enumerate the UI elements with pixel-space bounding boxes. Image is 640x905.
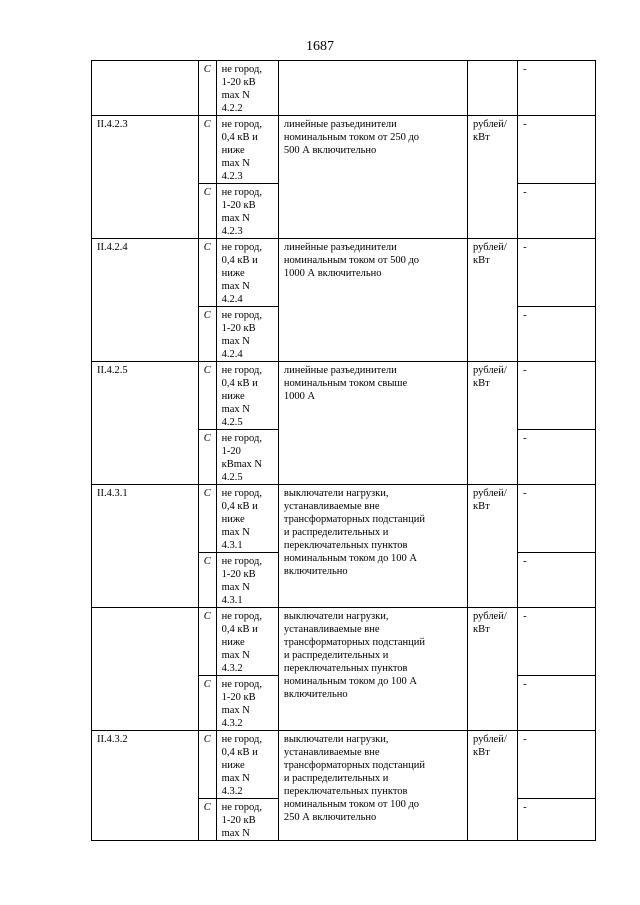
level-line: ниже [221, 514, 245, 525]
row-letter: С [198, 430, 216, 485]
unit-cell [468, 61, 518, 116]
row-letter: С [198, 731, 216, 799]
value-cell: - [518, 553, 596, 608]
row-letter: С [198, 799, 216, 841]
level-line: 4.3.2 [221, 663, 243, 674]
level-line: 4.3.2 [221, 786, 243, 797]
description-line: включительно [283, 689, 348, 700]
table-row [92, 61, 596, 116]
level-line: ниже [221, 391, 245, 402]
voltage-level [216, 307, 278, 362]
description-line: номинальным током от 250 до [283, 132, 420, 143]
unit-line: рублей/ [473, 611, 507, 622]
level-line: не город, [221, 734, 262, 745]
description-line: включительно [283, 566, 348, 577]
value-cell: - [518, 307, 596, 362]
unit-cell [468, 116, 518, 239]
value-cell: - [518, 731, 596, 799]
level-line: ниже [221, 268, 245, 279]
page-number: 1687 [306, 39, 334, 54]
level-line: max N [221, 527, 250, 538]
description-line: 1000 А включительно [283, 268, 382, 279]
unit-cell [468, 485, 518, 608]
level-line: 4.2.2 [221, 103, 243, 114]
level-line: 4.2.3 [221, 226, 243, 237]
value-cell: - [518, 239, 596, 307]
description-line: переключательных пунктов [283, 663, 408, 674]
level-line: 1-20 кВ [221, 815, 256, 826]
unit-line: кВт [473, 132, 490, 143]
unit-line: рублей/ [473, 488, 507, 499]
value-cell: - [518, 184, 596, 239]
description-cell [278, 61, 467, 116]
level-line: не город, [221, 365, 262, 376]
level-line: 4.3.1 [221, 540, 243, 551]
description-line: номинальным током от 500 до [283, 255, 420, 266]
level-line: max N [221, 213, 250, 224]
description-line: 500 А включительно [283, 145, 377, 156]
table-row [92, 608, 596, 676]
voltage-level [216, 184, 278, 239]
voltage-level [216, 731, 278, 799]
level-line: 4.2.5 [221, 417, 243, 428]
unit-cell [468, 239, 518, 362]
row-letter: С [198, 553, 216, 608]
voltage-level [216, 362, 278, 430]
level-line: 0,4 кВ и [221, 378, 258, 389]
level-line: max N [221, 828, 250, 839]
row-code [92, 608, 199, 731]
row-code: II.4.3.2 [92, 731, 199, 841]
level-line: не город, [221, 64, 262, 75]
level-line: max N [221, 281, 250, 292]
level-line: не город, [221, 679, 262, 690]
level-line: 1-20 кВ [221, 692, 256, 703]
table-row [92, 731, 596, 799]
row-letter: С [198, 116, 216, 184]
row-letter: С [198, 676, 216, 731]
row-code: II.4.2.3 [92, 116, 199, 239]
level-line: 4.2.3 [221, 171, 243, 182]
description-line: выключатели нагрузки, [283, 734, 389, 745]
level-line: 4.3.1 [221, 595, 243, 606]
level-line: не город, [221, 242, 262, 253]
level-line: 0,4 кВ и [221, 132, 258, 143]
level-line: 1-20 кВ [221, 77, 256, 88]
voltage-level [216, 676, 278, 731]
level-line: ниже [221, 637, 245, 648]
description-line: и распределительных и [283, 773, 389, 784]
unit-cell [468, 362, 518, 485]
level-line: 0,4 кВ и [221, 255, 258, 266]
description-line: номинальным током до 100 А [283, 676, 417, 687]
description-line: номинальным током до 100 А [283, 553, 417, 564]
value-cell: - [518, 799, 596, 841]
voltage-level [216, 799, 278, 841]
description-cell [278, 116, 467, 239]
level-line: не город, [221, 187, 262, 198]
row-code: II.4.3.1 [92, 485, 199, 608]
level-line: 1-20 кВ [221, 323, 256, 334]
level-line: не город, [221, 433, 262, 444]
description-line: 1000 А [283, 391, 316, 402]
table-row [92, 362, 596, 430]
unit-line: кВт [473, 501, 490, 512]
unit-line: рублей/ [473, 119, 507, 130]
unit-line: рублей/ [473, 242, 507, 253]
unit-line: кВт [473, 624, 490, 635]
description-line: переключательных пунктов [283, 540, 408, 551]
level-line: 4.2.4 [221, 294, 243, 305]
description-line: и распределительных и [283, 650, 389, 661]
voltage-level [216, 430, 278, 485]
row-code [92, 61, 199, 116]
voltage-level [216, 239, 278, 307]
row-letter: С [198, 362, 216, 430]
description-cell [278, 485, 467, 608]
unit-line: рублей/ [473, 365, 507, 376]
level-line: 0,4 кВ и [221, 624, 258, 635]
row-letter: С [198, 184, 216, 239]
level-line: 1-20 кВ [221, 569, 256, 580]
row-letter: С [198, 61, 216, 116]
level-line: 4.3.2 [221, 718, 243, 729]
table-row [92, 116, 596, 184]
row-letter: С [198, 608, 216, 676]
description-line: линейные разъединители [283, 365, 397, 376]
description-cell [278, 731, 467, 841]
tariff-table [91, 60, 596, 841]
value-cell: - [518, 61, 596, 116]
value-cell: - [518, 485, 596, 553]
description-line: линейные разъединители [283, 242, 397, 253]
value-cell: - [518, 430, 596, 485]
level-line: 1-20 [221, 446, 241, 457]
description-line: выключатели нагрузки, [283, 611, 389, 622]
description-line: устанавливаемые вне [283, 624, 380, 635]
voltage-level [216, 553, 278, 608]
row-code: II.4.2.5 [92, 362, 199, 485]
value-cell: - [518, 116, 596, 184]
voltage-level [216, 485, 278, 553]
unit-cell [468, 608, 518, 731]
level-line: не город, [221, 310, 262, 321]
level-line: max N [221, 404, 250, 415]
level-line: max N [221, 582, 250, 593]
table-row [92, 239, 596, 307]
level-line: кВmax N [221, 459, 262, 470]
description-line: выключатели нагрузки, [283, 488, 389, 499]
description-line: переключательных пунктов [283, 786, 408, 797]
description-cell [278, 362, 467, 485]
unit-line: кВт [473, 747, 490, 758]
unit-line: кВт [473, 378, 490, 389]
value-cell: - [518, 676, 596, 731]
level-line: 0,4 кВ и [221, 747, 258, 758]
level-line: ниже [221, 145, 245, 156]
row-letter: С [198, 485, 216, 553]
description-line: номинальным током от 100 до [283, 799, 420, 810]
voltage-level [216, 608, 278, 676]
row-letter: С [198, 239, 216, 307]
unit-cell [468, 731, 518, 841]
level-line: max N [221, 158, 250, 169]
value-cell: - [518, 362, 596, 430]
voltage-level [216, 61, 278, 116]
table-row [92, 485, 596, 553]
voltage-level [216, 116, 278, 184]
level-line: 4.2.5 [221, 472, 243, 483]
description-line: номинальным током свыше [283, 378, 408, 389]
description-line: трансформаторных подстанций [283, 637, 425, 648]
value-cell: - [518, 608, 596, 676]
level-line: 0,4 кВ и [221, 501, 258, 512]
description-cell [278, 608, 467, 731]
level-line: 1-20 кВ [221, 200, 256, 211]
level-line: max N [221, 650, 250, 661]
level-line: не город, [221, 119, 262, 130]
unit-line: кВт [473, 255, 490, 266]
row-letter: С [198, 307, 216, 362]
description-line: устанавливаемые вне [283, 747, 380, 758]
description-line: устанавливаемые вне [283, 501, 380, 512]
level-line: max N [221, 90, 250, 101]
level-line: ниже [221, 760, 245, 771]
level-line: max N [221, 336, 250, 347]
level-line: не город, [221, 556, 262, 567]
level-line: max N [221, 705, 250, 716]
unit-line: рублей/ [473, 734, 507, 745]
level-line: не город, [221, 611, 262, 622]
description-line: 250 А включительно [283, 812, 377, 823]
row-code: II.4.2.4 [92, 239, 199, 362]
description-line: трансформаторных подстанций [283, 514, 425, 525]
description-line: и распределительных и [283, 527, 389, 538]
description-line: линейные разъединители [283, 119, 397, 130]
level-line: не город, [221, 488, 262, 499]
level-line: 4.2.4 [221, 349, 243, 360]
level-line: не город, [221, 802, 262, 813]
description-line: трансформаторных подстанций [283, 760, 425, 771]
level-line: max N [221, 773, 250, 784]
description-cell [278, 239, 467, 362]
